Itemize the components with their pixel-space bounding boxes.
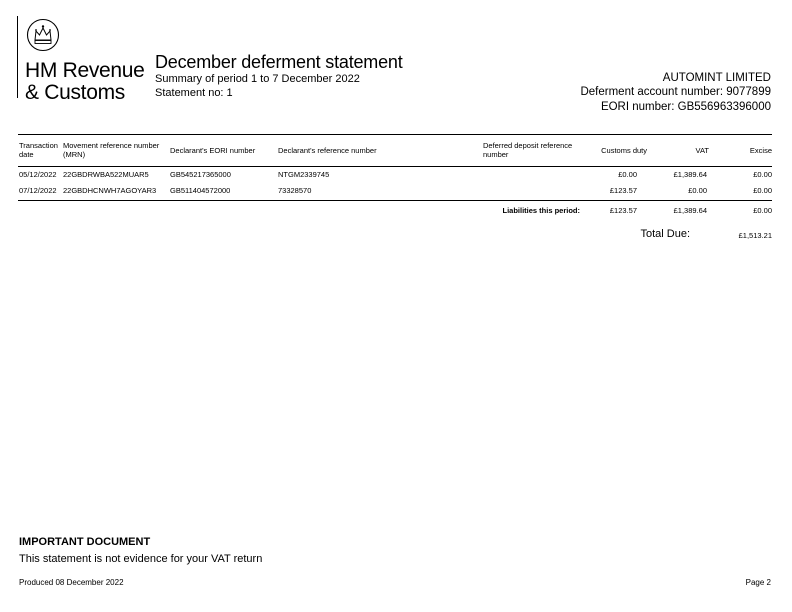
row1-declarant-eori: GB545217365000 (170, 170, 231, 179)
org-name-line2: & Customs (25, 81, 125, 104)
header-transaction-date: Transaction date (19, 141, 58, 159)
table-top-rule (18, 134, 772, 135)
row1-date: 05/12/2022 (19, 170, 57, 179)
header-mrn: Movement reference number (MRN) (63, 141, 160, 159)
table-header-rule (18, 166, 772, 167)
company-name: AUTOMINT LIMITED (662, 72, 771, 84)
header-declarant-reference: Declarant's reference number (278, 146, 377, 155)
statement-number: Statement no: 1 (155, 87, 233, 99)
liabilities-vat: £1,389.64 (673, 206, 707, 215)
row2-excise: £0.00 (753, 186, 772, 195)
row2-declarant-reference: 73328570 (278, 186, 312, 195)
row1-customs-duty: £0.00 (618, 170, 637, 179)
liabilities-customs-duty: £123.57 (609, 206, 637, 215)
eori-number: EORI number: GB556963396000 (600, 101, 771, 113)
row2-mrn: 22GBDHCNWH7AGOYAR3 (63, 186, 157, 195)
header-customs-duty: Customs duty (601, 146, 647, 155)
row1-vat: £1,389.64 (673, 170, 707, 179)
row1-declarant-reference: NTGM2339745 (278, 170, 330, 179)
header-declarant-eori: Declarant's EORI number (170, 146, 256, 155)
header-vat: VAT (695, 146, 709, 155)
important-document-text: This statement is not evidence for your VAT return (19, 553, 263, 565)
statement-summary: Summary of period 1 to 7 December 2022 (155, 73, 360, 85)
page-title: December deferment statement (155, 52, 403, 72)
produced-date: Produced 08 December 2022 (19, 578, 124, 587)
row2-declarant-eori: GB511404572000 (170, 186, 231, 195)
total-due-value: £1,513.21 (738, 231, 772, 240)
table-bottom-rule (18, 200, 772, 201)
crest-icon (26, 18, 60, 52)
row2-date: 07/12/2022 (19, 186, 57, 195)
row1-mrn: 22GBDRWBA522MUAR5 (63, 170, 149, 179)
row2-customs-duty: £123.57 (609, 186, 637, 195)
important-document-heading: IMPORTANT DOCUMENT (19, 536, 151, 548)
row1-excise: £0.00 (753, 170, 772, 179)
total-due-label: Total Due: (640, 228, 690, 240)
page-number: Page 2 (745, 578, 771, 587)
header-excise: Excise (749, 146, 772, 155)
header-deposit-reference: Deferred deposit reference number (483, 141, 573, 159)
org-name-line1: HM Revenue (25, 59, 145, 82)
liabilities-label: Liabilities this period: (502, 206, 580, 215)
deferment-account-number: Deferment account number: 9077899 (580, 86, 771, 98)
liabilities-excise: £0.00 (753, 206, 772, 215)
row2-vat: £0.00 (688, 186, 707, 195)
logo-divider (17, 16, 18, 98)
